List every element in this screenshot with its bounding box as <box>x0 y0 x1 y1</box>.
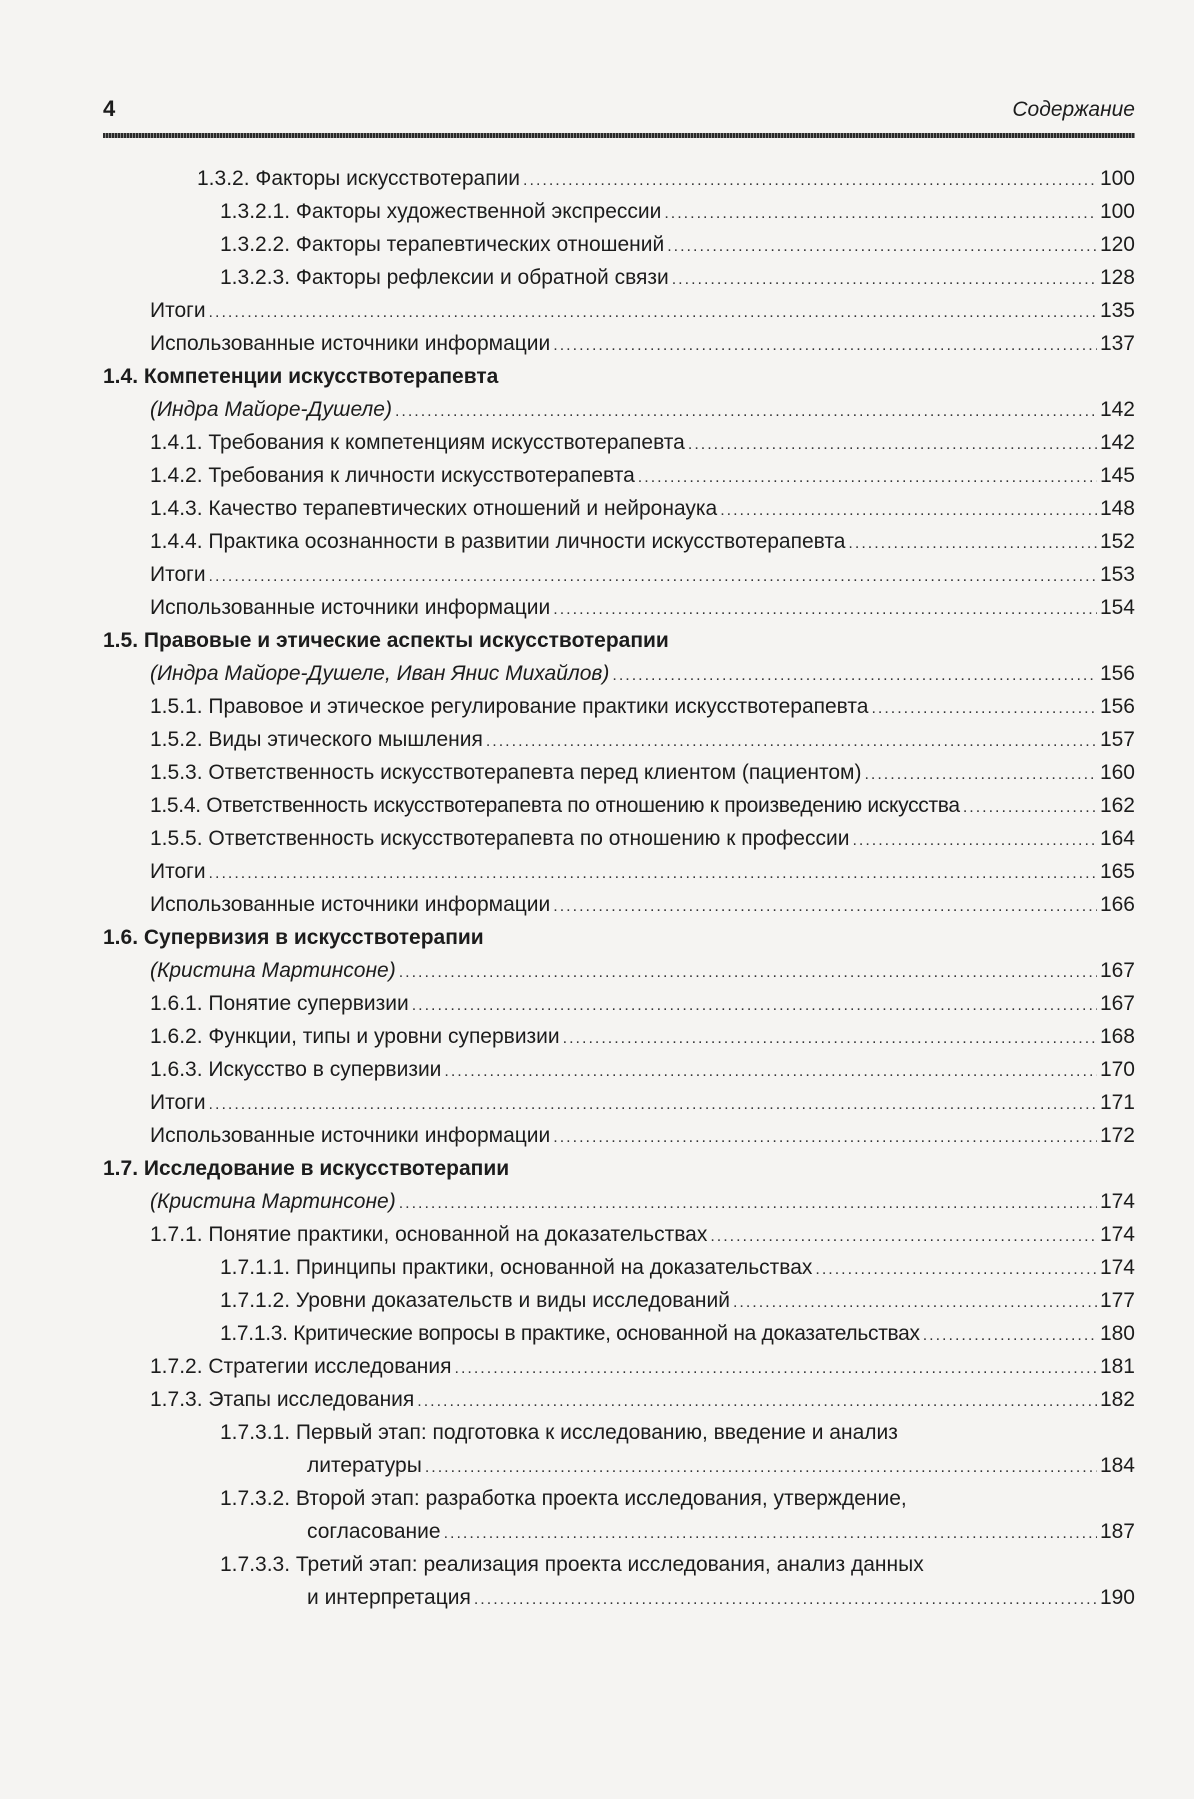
toc-entry: (Индра Майоре-Душеле) ..... 142 <box>103 393 1135 426</box>
toc-entry: 1.6.1. Понятие супервизии ..... 167 <box>103 987 1135 1020</box>
toc-entry: 1.6.3. Искусство в супервизии ..... 170 <box>103 1053 1135 1086</box>
header-rule <box>103 133 1135 138</box>
toc-entry: Использованные источники информации ..... 166 <box>103 888 1135 921</box>
toc-entry: 1.7.3.3. Третий этап: реализация проекта исследования, анализ данных и интерпретация ..... 190 <box>103 1548 1135 1614</box>
toc-entry: 1.3.2.2. Факторы терапевтических отношений ..... 120 <box>103 228 1135 261</box>
toc-entry: 1.3.2. Факторы искусствотерапии ..... 100 <box>103 162 1135 195</box>
toc-section-heading: 1.6. Супервизия в искусствотерапии <box>103 926 484 949</box>
toc-section-heading: 1.4. Компетенции искусствотерапевта <box>103 365 499 388</box>
toc-entry: 1.4.3. Качество терапевтических отношений и нейронаука ..... 148 <box>103 492 1135 525</box>
toc-entry: 1.7.3.1. Первый этап: подготовка к исследованию, введение и анализ литературы ..... 184 <box>103 1416 1135 1482</box>
table-of-contents <box>103 162 1135 1614</box>
toc-entry: 1.5.3. Ответственность искусствотерапевта перед клиентом (пациентом) ..... 160 <box>103 756 1135 789</box>
toc-entry: 1.7.1. Понятие практики, основанной на доказательствах ..... 174 <box>103 1218 1135 1251</box>
toc-entry: 1.7.1.3. Критические вопросы в практике, основанной на доказательствах ..... 180 <box>103 1317 1135 1350</box>
toc-entry: 1.4.4. Практика осознанности в развитии личности искусствотерапевта ..... 152 <box>103 525 1135 558</box>
toc-entry: Использованные источники информации ..... 172 <box>103 1119 1135 1152</box>
toc-entry: 1.7.2. Стратегии исследования ..... 181 <box>103 1350 1135 1383</box>
toc-entry: Итоги ..... 153 <box>103 558 1135 591</box>
toc-entry: 1.5.5. Ответственность искусствотерапевта по отношению к профессии ..... 164 <box>103 822 1135 855</box>
toc-entry: 1.4.2. Требования к личности искусствотерапевта ..... 145 <box>103 459 1135 492</box>
toc-entry: (Индра Майоре-Душеле, Иван Янис Михайлов) ..... 156 <box>103 657 1135 690</box>
toc-entry: (Кристина Мартинсоне) ..... 167 <box>103 954 1135 987</box>
toc-entry: 1.7.1.2. Уровни доказательств и виды исследований ..... 177 <box>103 1284 1135 1317</box>
running-title: Содержание <box>1012 98 1135 121</box>
page-header <box>103 96 1135 130</box>
toc-entry: Использованные источники информации ..... 154 <box>103 591 1135 624</box>
toc-entry: 1.5.2. Виды этического мышления ..... 157 <box>103 723 1135 756</box>
toc-entry: (Кристина Мартинсоне) ..... 174 <box>103 1185 1135 1218</box>
page-number: 4 <box>103 96 116 121</box>
toc-entry: 1.7.1.1. Принципы практики, основанной на доказательствах ..... 174 <box>103 1251 1135 1284</box>
toc-entry: Итоги ..... 171 <box>103 1086 1135 1119</box>
toc-section-heading: 1.5. Правовые и этические аспекты искусствотерапии <box>103 629 669 652</box>
toc-entry: 1.7.3.2. Второй этап: разработка проекта исследования, утверждение, согласование ..... 187 <box>103 1482 1135 1548</box>
toc-entry: 1.3.2.1. Факторы художественной экспрессии ..... 100 <box>103 195 1135 228</box>
toc-entry: 1.7.3. Этапы исследования ..... 182 <box>103 1383 1135 1416</box>
toc-entry: 1.5.1. Правовое и этическое регулирование практики искусствотерапевта ..... 156 <box>103 690 1135 723</box>
toc-entry: Использованные источники информации ..... 137 <box>103 327 1135 360</box>
toc-entry: 1.5.4. Ответственность искусствотерапевта по отношению к произведению искусства ..... 162 <box>103 789 1135 822</box>
toc-section-heading: 1.7. Исследование в искусствотерапии <box>103 1157 510 1180</box>
toc-entry: 1.4.1. Требования к компетенциям искусствотерапевта ..... 142 <box>103 426 1135 459</box>
toc-entry: 1.6.2. Функции, типы и уровни супервизии ..... 168 <box>103 1020 1135 1053</box>
toc-entry: 1.3.2.3. Факторы рефлексии и обратной связи ..... 128 <box>103 261 1135 294</box>
toc-entry: Итоги ..... 165 <box>103 855 1135 888</box>
toc-entry: Итоги ..... 135 <box>103 294 1135 327</box>
